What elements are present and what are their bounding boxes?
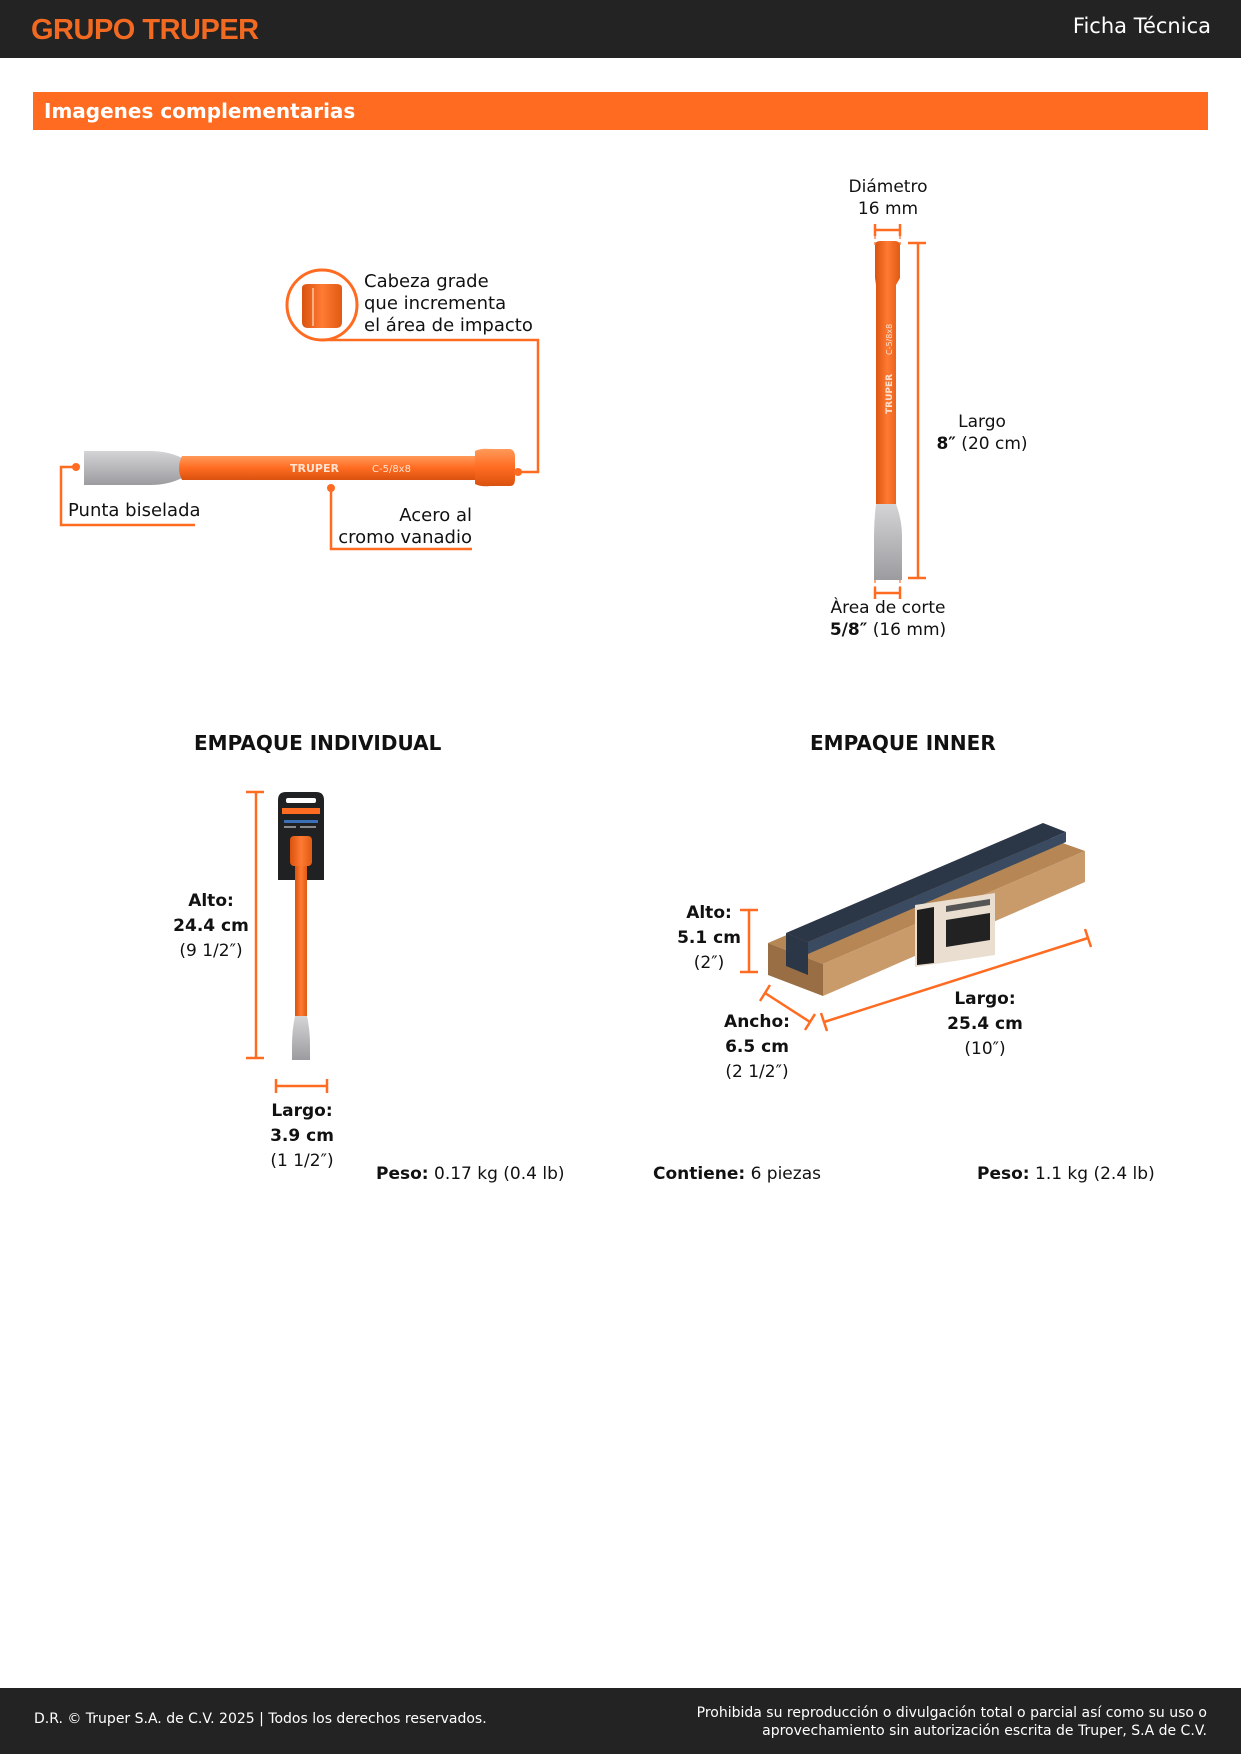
individual-height-metric: 24.4 cm [173, 916, 249, 936]
cut-area-title: Àrea de corte [830, 598, 946, 618]
individual-length-label [262, 1099, 342, 1174]
head-callout-line-1: Cabeza grade [364, 271, 489, 292]
diameter-title: Diámetro [848, 177, 928, 197]
chisel-vertical-image [874, 241, 902, 580]
length-value-metric: (20 cm) [955, 434, 1028, 454]
individual-height-imperial: (9 1/2″) [179, 941, 243, 961]
inner-width-title: Ancho: [724, 1012, 790, 1032]
tip-callout-text: Punta biselada [68, 500, 201, 521]
individual-weight [376, 1163, 565, 1185]
legal-notice [697, 1704, 1207, 1740]
steel-callout-text [330, 505, 472, 549]
copyright-text: D.R. © Truper S.A. de C.V. 2025 | Todos los derechos reservados. [34, 1711, 487, 1727]
individual-package-title: EMPAQUE INDIVIDUAL [194, 731, 442, 755]
inner-width-imperial: (2 1/2″) [725, 1062, 789, 1082]
length-title: Largo [958, 412, 1006, 432]
individual-length-metric: 3.9 cm [270, 1126, 334, 1146]
inner-weight-value: 1.1 kg (2.4 lb) [1029, 1164, 1155, 1184]
cut-area-label [798, 597, 978, 641]
inner-height-title: Alto: [686, 903, 732, 923]
inner-box-image [768, 823, 1085, 996]
inner-contents [653, 1163, 821, 1185]
shaft-brand-label: TRUPER [290, 462, 339, 475]
svg-text:C-5/8x8: C-5/8x8 [885, 323, 894, 355]
inner-width-label [712, 1010, 802, 1085]
inner-length-label [942, 987, 1028, 1062]
chisel-horizontal-image [84, 449, 515, 487]
page-footer [0, 1688, 1241, 1754]
inner-package-title: EMPAQUE INNER [810, 731, 996, 755]
individual-package-image [278, 792, 324, 1060]
steel-callout-line-1: Acero al [399, 505, 472, 526]
document-type: Ficha Técnica [1072, 14, 1211, 38]
inner-width-metric: 6.5 cm [725, 1037, 789, 1057]
inner-height-label [672, 901, 746, 976]
cut-area-value-metric: (16 mm) [867, 620, 947, 640]
legal-notice-line-2: aprovechamiento sin autorización escrita de Truper, S.A de C.V. [762, 1723, 1207, 1739]
individual-weight-value: 0.17 kg (0.4 lb) [428, 1164, 565, 1184]
legal-notice-line-1: Prohibida su reproducción o divulgación total o parcial así como su uso o [696, 1705, 1207, 1721]
head-callout-detail [287, 270, 357, 340]
inner-length-title: Largo: [954, 989, 1016, 1009]
head-callout-line-2: que incrementa [364, 293, 507, 314]
inner-length-imperial: (10″) [964, 1039, 1006, 1059]
individual-length-imperial: (1 1/2″) [270, 1151, 334, 1171]
inner-length-metric: 25.4 cm [947, 1014, 1023, 1034]
cut-area-value-imperial: 5/8″ [829, 620, 868, 640]
head-callout-line-3: el área de impacto [364, 315, 533, 336]
length-value [920, 433, 1044, 455]
steel-callout-line-2: cromo vanadio [338, 527, 472, 548]
cut-area-value [798, 619, 978, 641]
diameter-label [808, 176, 968, 220]
head-callout-text [364, 271, 533, 337]
inner-weight [977, 1163, 1155, 1185]
diameter-value: 16 mm [857, 199, 919, 219]
individual-height-title: Alto: [188, 891, 234, 911]
section-title: Imagenes complementarias [44, 99, 356, 123]
individual-length-title: Largo: [271, 1101, 333, 1121]
individual-weight-title: Peso: [376, 1164, 429, 1184]
inner-height-imperial: (2″) [693, 953, 725, 973]
length-label [920, 411, 1044, 455]
inner-contents-value: 6 piezas [745, 1164, 821, 1184]
brand-logo: GRUPO TRUPER [31, 14, 259, 46]
individual-height-label [172, 889, 250, 964]
inner-height-metric: 5.1 cm [677, 928, 741, 948]
inner-weight-title: Peso: [977, 1164, 1030, 1184]
length-value-imperial: 8″ [936, 434, 956, 454]
svg-text:TRUPER: TRUPER [885, 373, 895, 414]
shaft-code-label: C-5/8x8 [372, 464, 411, 475]
inner-contents-title: Contiene: [653, 1164, 746, 1184]
